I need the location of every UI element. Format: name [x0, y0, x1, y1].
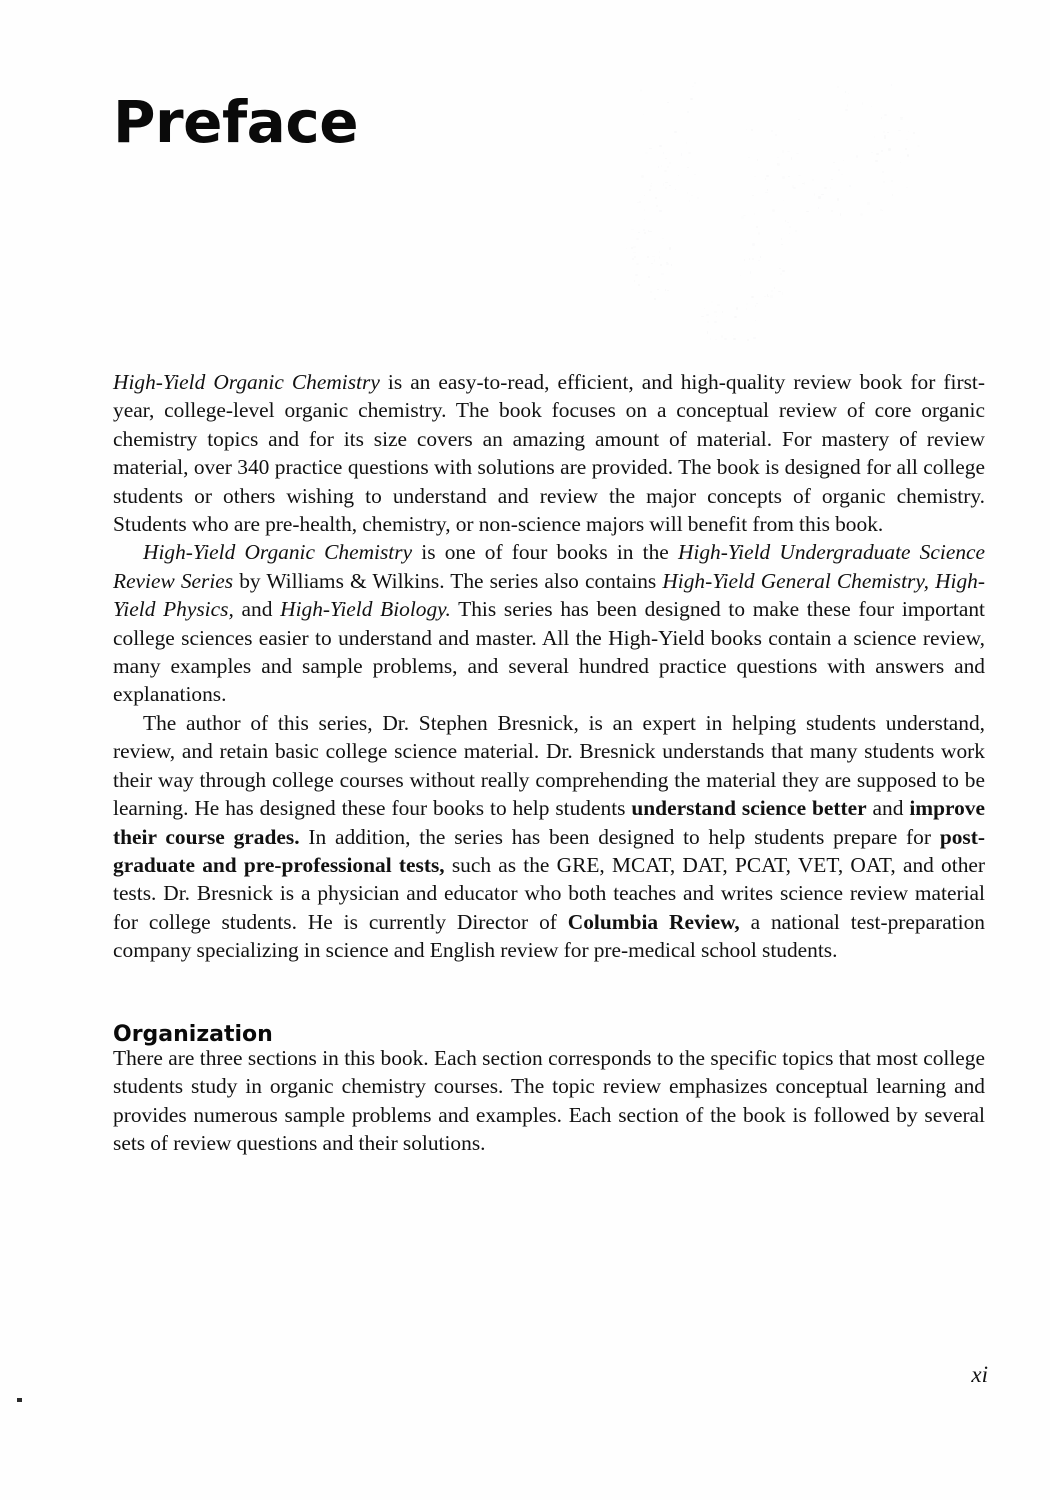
paragraph-intro: High-Yield Organic Chemistry is an easy-to-read, efficient, and high-quality review book for first-year, college-level organic chemistry. The book focuses on a conceptual review of core organic chemistry topics and for its size covers an amazing amount of material. For mastery of review material, over 340 practice questions with solutions are provided. The book is designed for all college students or others wishing to understand and review the major concepts of organic chemistry. Students who are pre-health, chemistry, or non-science majors will benefit from this book. — [113, 370, 985, 537]
paragraph-series: High-Yield Organic Chemistry is one of four books in the High-Yield Undergraduate Science Review Series by Williams & Wilkins. The series also contains High-Yield General Chemistry, High-Yield Physics, and High-Yield Biology. This series has been designed to make these four important college sciences easier to understand and master. All the High-Yield books contain a science review, many examples and sample problems, and several hundred practice questions with answers and explanations. — [113, 540, 985, 707]
section-body-organization — [113, 1044, 985, 1158]
section-heading-organization: Organization — [113, 1022, 273, 1048]
page-title: Preface — [113, 87, 359, 156]
preface-body — [113, 368, 985, 965]
scan-speck — [17, 1398, 22, 1402]
page-number: xi — [971, 1362, 988, 1387]
paragraph-organization: There are three sections in this book. Each section corresponds to the specific topics that most college students study in organic chemistry courses. The topic review emphasizes conceptual learning and provides numerous sample problems and examples. Each section of the book is followed by several sets of review questions and their solutions. — [113, 1046, 985, 1156]
paragraph-author: The author of this series, Dr. Stephen Bresnick, is an expert in helping students understand, review, and retain basic college science material. Dr. Bresnick understands that many students work their way through college courses without really comprehending the material they are supposed to be learning. He has designed these four books to help students understand science better and improve their course grades. In addition, the series has been designed to help students prepare for post-graduate and pre-professional tests, such as the GRE, MCAT, DAT, PCAT, VET, OAT, and other tests. Dr. Bresnick is a physician and educator who both teaches and writes science review material for college students. He is currently Director of Columbia Review, a national test-preparation company specializing in science and English review for pre-medical school students. — [113, 710, 986, 963]
